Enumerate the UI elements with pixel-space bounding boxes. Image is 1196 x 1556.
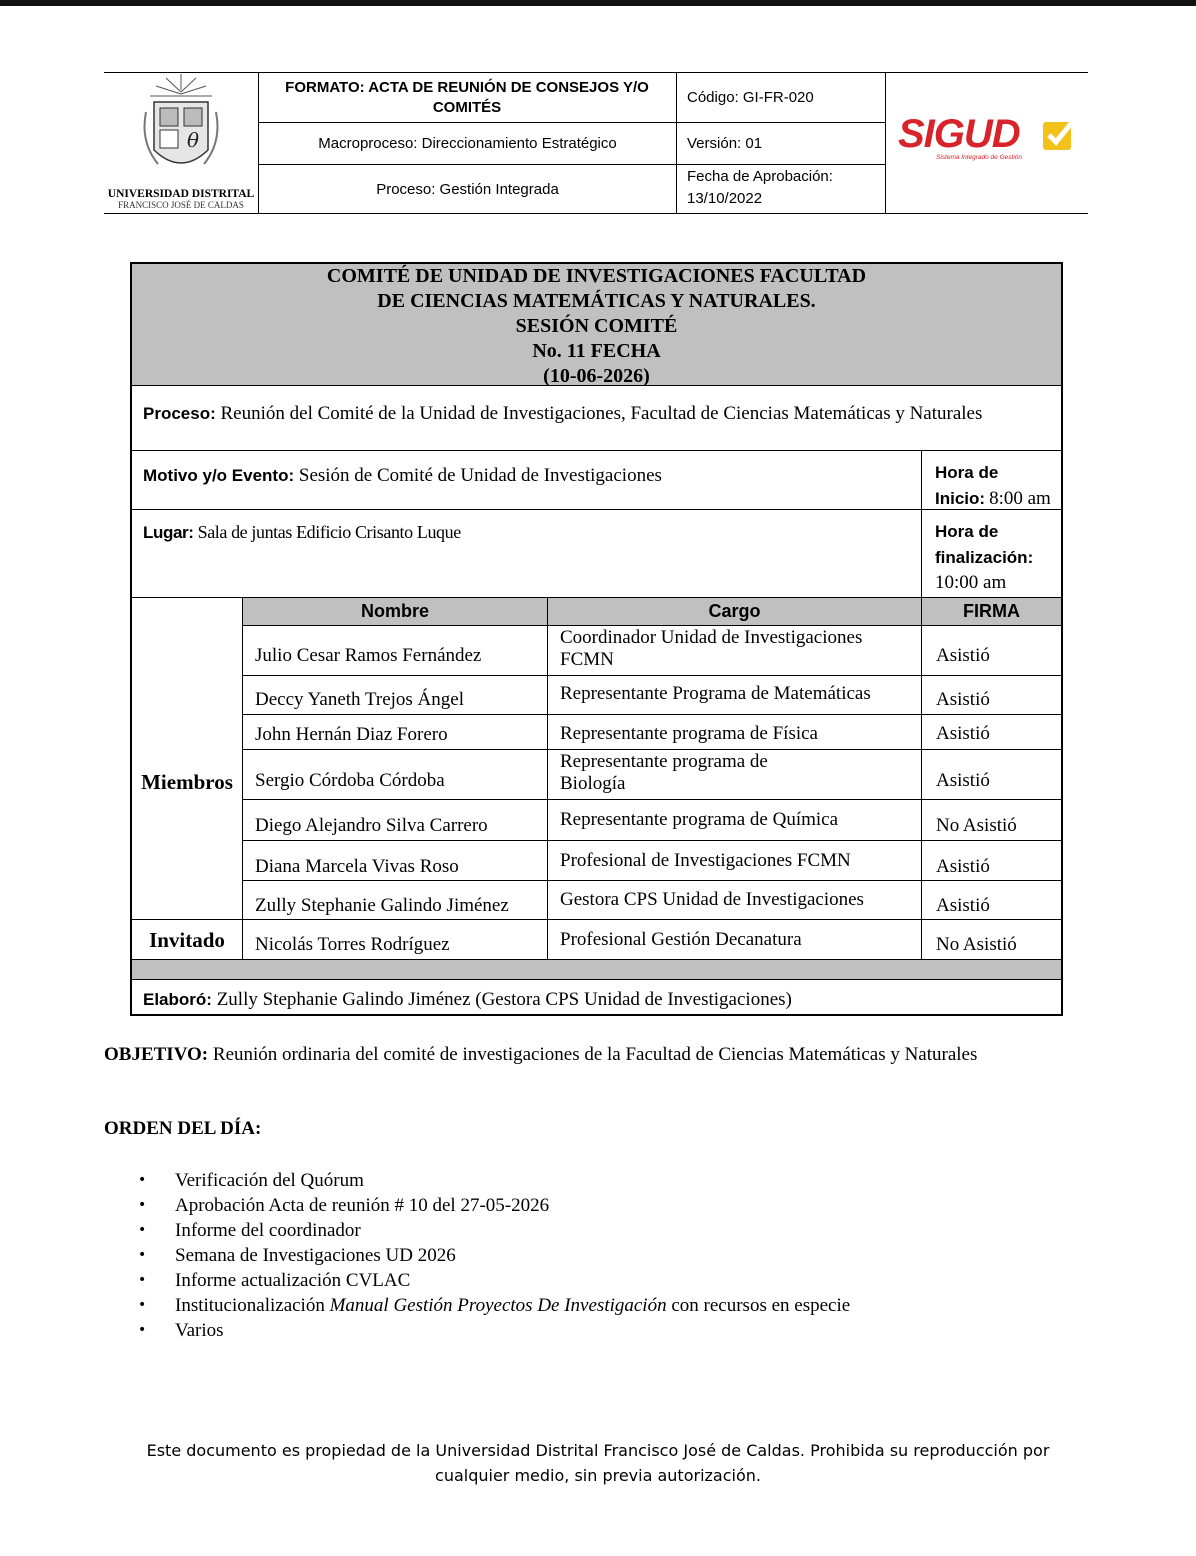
agenda-text: Institucionalización	[175, 1295, 325, 1316]
firma-cell: Asistió	[936, 895, 990, 916]
border	[130, 509, 1063, 510]
list-item: • Verificación del Quórum	[138, 1168, 850, 1193]
checkmark-icon	[1041, 118, 1077, 152]
acta-title-line: COMITÉ DE UNIDAD DE INVESTIGACIONES FACULTAD	[326, 265, 867, 287]
agenda-emphasis: Manual Gestión Proyectos De Investigación	[329, 1295, 667, 1316]
nombre-cell: Sergio Córdoba Córdoba	[255, 770, 445, 791]
border	[921, 597, 922, 959]
cargo-cell: Profesional de Investigaciones FCMN	[560, 850, 851, 871]
lugar-field	[143, 521, 913, 544]
column-header-cargo: Cargo	[708, 601, 761, 621]
acta-title-line: DE CIENCIAS MATEMÁTICAS Y NATURALES.	[377, 290, 816, 312]
proceso-label: Proceso: Gestión Integrada	[376, 180, 559, 198]
hora-inicio-field	[935, 460, 1070, 513]
list-item: • Aprobación Acta de reunión # 10 del 27-05-2026	[138, 1193, 850, 1218]
hora-fin-label: Hora de	[935, 522, 999, 541]
list-item	[138, 1293, 850, 1318]
acta-title-line: No. 11 FECHA	[532, 340, 661, 362]
hora-fin-label: finalización:	[935, 548, 1034, 567]
acta-title-line: (10-06-2026)	[543, 365, 650, 387]
document-header	[104, 72, 1088, 214]
agenda-text: con recursos en especie	[671, 1295, 851, 1316]
firma-cell: No Asistió	[936, 934, 1017, 955]
cargo-cell: Gestora CPS Unidad de Investigaciones	[560, 889, 864, 910]
firma-cell: Asistió	[936, 856, 990, 877]
motivo-value: Sesión de Comité de Unidad de Investigaciones	[298, 465, 662, 486]
cargo-cell: Profesional Gestión Decanatura	[560, 929, 802, 950]
objetivo-paragraph	[104, 1044, 1056, 1066]
column-header-nombre: Nombre	[360, 601, 429, 621]
sigud-tagline: Sistema Integrado de Gestión	[936, 154, 1022, 161]
hora-fin-value: 10:00 am	[935, 572, 1007, 593]
format-title: FORMATO: ACTA DE REUNIÓN DE CONSEJOS Y/O COMITÉS	[285, 79, 649, 116]
version-label: Versión: 01	[687, 135, 763, 152]
cargo-cell: Representante programa de Biología	[560, 751, 768, 794]
border	[130, 979, 1063, 980]
svg-text:θ: θ	[186, 128, 200, 152]
nombre-cell: Julio Cesar Ramos Fernández	[255, 645, 482, 666]
cargo-cell: Representante Programa de Matemáticas	[560, 683, 871, 704]
divider	[676, 72, 677, 214]
border	[242, 597, 243, 959]
hora-inicio-label: Inicio:	[935, 489, 986, 508]
border	[130, 959, 1063, 960]
divider	[885, 72, 886, 214]
top-border	[0, 0, 1196, 6]
elaboro-value: Zully Stephanie Galindo Jiménez (Gestora CPS Unidad de Investigaciones)	[216, 989, 792, 1010]
elaboro-label: Elaboró:	[143, 990, 212, 1009]
column-header-firma: FIRMA	[963, 601, 1020, 621]
footer-line: Este documento es propiedad de la Universidad Distrital Francisco José de Caldas. Prohibida su reproducción por	[146, 1441, 1050, 1460]
border	[242, 675, 1063, 676]
sigud-logo	[896, 110, 1086, 170]
nombre-cell: John Hernán Diaz Forero	[255, 724, 448, 745]
proceso-label: Proceso:	[143, 404, 216, 423]
border	[130, 450, 1063, 451]
list-item: • Informe actualización CVLAC	[138, 1268, 850, 1293]
lugar-label: Lugar:	[143, 523, 194, 542]
proceso-field	[143, 403, 1043, 425]
group-label-miembros: Miembros	[141, 770, 233, 794]
group-label-invitado: Invitado	[149, 928, 225, 952]
orden-del-dia-title: ORDEN DEL DÍA:	[104, 1118, 262, 1139]
nombre-cell: Nicolás Torres Rodríguez	[255, 934, 450, 955]
cargo-cell: Representante programa de Física	[560, 723, 818, 744]
border	[242, 714, 1063, 715]
committee-table	[130, 262, 1063, 1016]
firma-cell: No Asistió	[936, 815, 1017, 836]
hora-fin-field	[935, 519, 1061, 595]
border	[242, 880, 1063, 881]
lugar-value: Sala de juntas Edificio Crisanto Luque	[197, 522, 461, 542]
elaboro-field	[143, 989, 1053, 1011]
border	[242, 625, 1063, 626]
border	[547, 597, 548, 959]
firma-cell: Asistió	[936, 723, 990, 744]
border	[130, 919, 1063, 920]
university-name: UNIVERSIDAD DISTRITAL	[107, 188, 255, 200]
nombre-cell: Zully Stephanie Galindo Jiménez	[255, 895, 509, 916]
separator-band	[130, 959, 1063, 979]
hora-inicio-label: Hora de	[935, 463, 999, 482]
border	[130, 1014, 1063, 1016]
firma-cell: Asistió	[936, 689, 990, 710]
list-item: • Varios	[138, 1318, 850, 1343]
firma-cell: Asistió	[936, 645, 990, 666]
codigo-label: Código: GI-FR-020	[687, 88, 814, 106]
cargo-cell: Representante programa de Química	[560, 809, 839, 830]
nombre-cell: Diana Marcela Vivas Roso	[255, 856, 459, 877]
agenda-list	[138, 1168, 850, 1343]
motivo-field	[143, 465, 913, 487]
nombre-cell: Diego Alejandro Silva Carrero	[255, 815, 488, 836]
fecha-aprobacion	[687, 166, 885, 210]
border	[242, 840, 1063, 841]
proceso-value: Reunión del Comité de la Unidad de Investigaciones, Facultad de Ciencias Matemáticas y Naturales	[220, 403, 983, 424]
border	[242, 799, 1063, 800]
objetivo-label: OBJETIVO:	[104, 1044, 209, 1065]
footer-line: cualquier medio, sin previa autorización.	[435, 1466, 761, 1485]
nombre-cell: Deccy Yaneth Trejos Ángel	[255, 689, 464, 710]
list-item: • Semana de Investigaciones UD 2026	[138, 1243, 850, 1268]
list-item: • Informe del coordinador	[138, 1218, 850, 1243]
border	[921, 450, 922, 597]
border	[130, 597, 1063, 598]
objetivo-value: Reunión ordinaria del comité de investigaciones de la Facultad de Ciencias Matemáticas y Naturales	[212, 1044, 978, 1065]
border	[242, 749, 1063, 750]
acta-title	[130, 264, 1063, 389]
macroproceso-label: Macroproceso: Direccionamiento Estratégico	[318, 135, 617, 152]
fecha-aprobacion-value: 13/10/2022	[687, 190, 763, 207]
sigud-wordmark: SIGUD	[898, 112, 1020, 156]
university-subname: FRANCISCO JOSÉ DE CALDAS	[118, 200, 244, 210]
hora-inicio-value: 8:00 am	[989, 488, 1051, 509]
legal-footer	[100, 1438, 1096, 1488]
acta-title-line: SESIÓN COMITÉ	[515, 315, 678, 337]
university-logo	[104, 72, 258, 214]
motivo-label: Motivo y/o Evento:	[143, 466, 295, 485]
firma-cell: Asistió	[936, 770, 990, 791]
fecha-aprobacion-label: Fecha de Aprobación:	[687, 168, 833, 185]
cargo-cell: Coordinador Unidad de Investigaciones FCMN	[560, 627, 863, 670]
